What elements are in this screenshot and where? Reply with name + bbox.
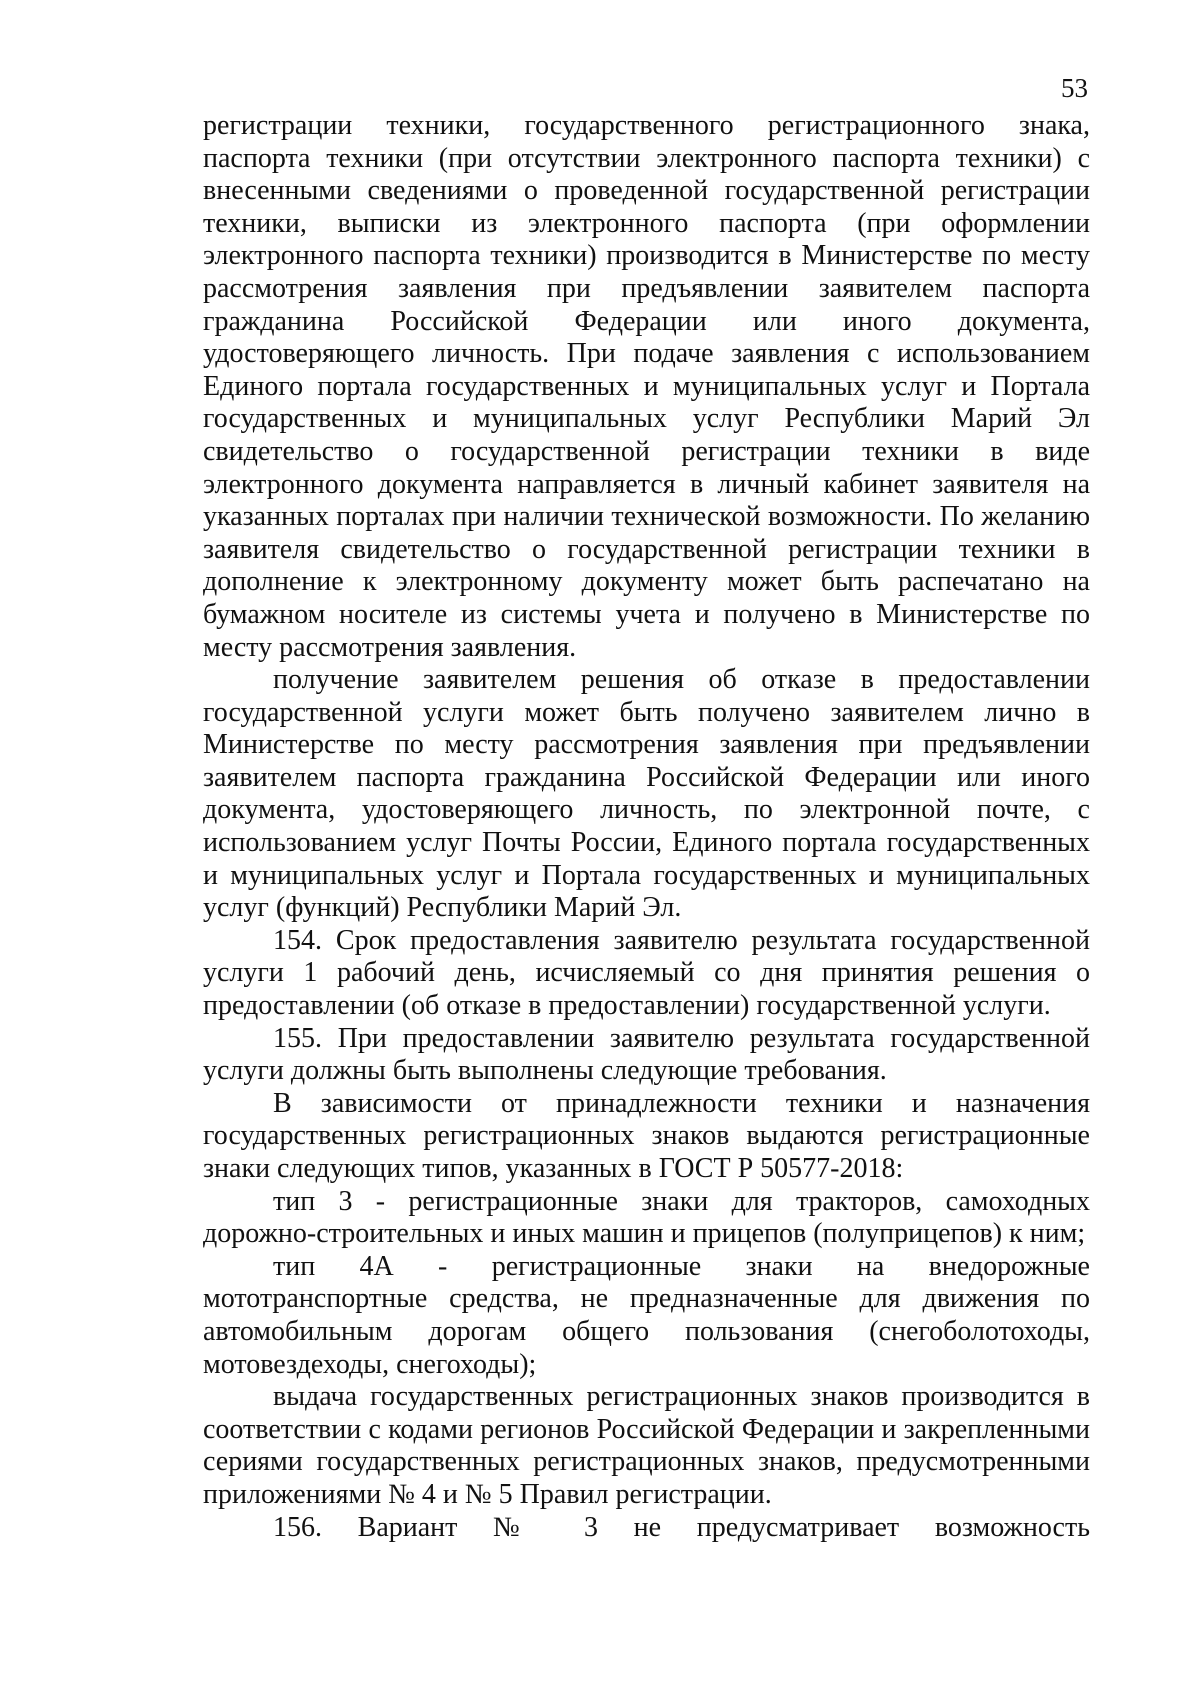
paragraph-refusal-decision: получение заявителем решения об отказе в предоставлении государственной услуги может быть получено заявителем лично в Министерстве по месту рассмотрения заявления при предъявлении заявителем паспорта гражданина Российской Федерации или иного документа, удостоверяющего личность, по электронной почте, с использованием услуг Почты России, Единого портала государственных и муниципальных услуг и Портала государственных и муниципальных услуг (функций) Республики Марий Эл. <box>203 664 1090 924</box>
paragraph-registration-documents: регистрации техники, государственного регистрационного знака, паспорта техники (при отсутствии электронного паспорта техники) с внесенными сведениями о проведенной государственной регистрации техники, выписки из электронного паспорта (при оформлении электронного паспорта техники) производится в Министерстве по месту рассмотрения заявления при предъявлении заявителем паспорта гражданина Российской Федерации или иного документа, удостоверяющего личность. При подаче заявления с использованием Единого портала государственных и муниципальных услуг и Портала государственных и муниципальных услуг Республики Марий Эл свидетельство о государственной регистрации техники в виде электронного документа направляется в личный кабинет заявителя на указанных порталах при наличии технической возможности. По желанию заявителя свидетельство о государственной регистрации техники в дополнение к электронному документу может быть распечатано на бумажном носителе из системы учета и получено в Министерстве по месту рассмотрения заявления. <box>203 110 1090 663</box>
page-number: 53 <box>1061 73 1088 103</box>
paragraph-156-variant: 156. Вариант № 3 не предусматривает возможность <box>273 1511 1090 1543</box>
paragraph-type-4a: тип 4А - регистрационные знаки на внедорожные мототранспортные средства, не предназначенные для движения по автомобильным дорогам общего пользования (снегоболотоходы, мотовездеходы, снегоходы); <box>203 1250 1090 1380</box>
paragraph-155-requirements: 155. При предоставлении заявителю результата государственной услуги должны быть выполнены следующие требования. <box>203 1022 1090 1087</box>
paragraph-plate-types-intro: В зависимости от принадлежности техники и назначения государственных регистрационных знаков выдаются регистрационные знаки следующих типов, указанных в ГОСТ Р 50577-2018: <box>203 1087 1090 1184</box>
paragraph-plate-issuance: выдача государственных регистрационных знаков производится в соответствии с кодами регионов Российской Федерации и закрепленными сериями государственных регистрационных знаков, предусмотренными приложениями № 4 и № 5 Правил регистрации. <box>203 1381 1090 1510</box>
document-body <box>203 110 1090 1544</box>
paragraph-154-deadline: 154. Срок предоставления заявителю результата государственной услуги 1 рабочий день, исчисляемый со дня принятия решения о предоставлении (об отказе в предоставлении) государственной услуги. <box>203 924 1090 1022</box>
paragraph-type-3: тип 3 - регистрационные знаки для тракторов, самоходных дорожно-строительных и иных машин и прицепов (полуприцепов) к ним; <box>203 1185 1090 1250</box>
